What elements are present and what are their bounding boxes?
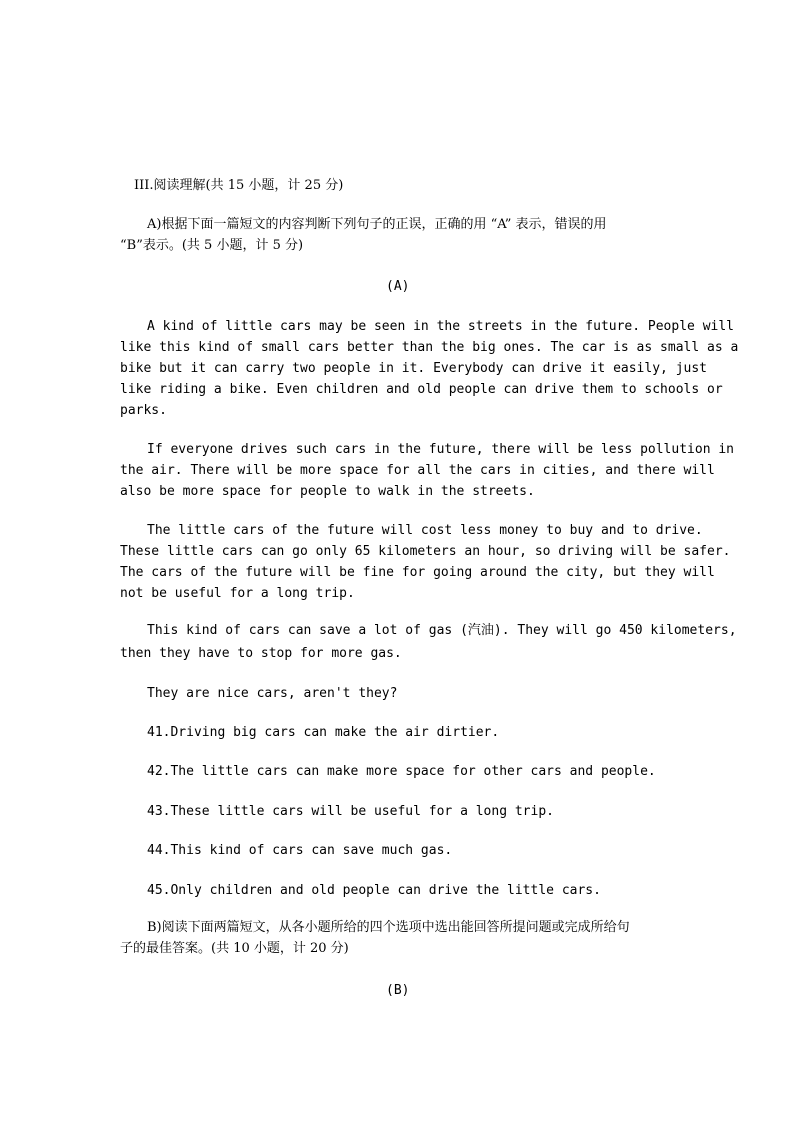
paragraph-5-line-1: They are nice cars, aren't they? bbox=[147, 686, 398, 701]
part-b-instructions-line-1: B)阅读下面两篇短文，从各小题所给的四个选项中选出能回答所提问题或完成所给句 bbox=[147, 920, 630, 935]
paragraph-1-line-4: like riding a bike. Even children and old people can drive them to schools or bbox=[120, 382, 723, 397]
question-44: 44.This kind of cars can save much gas. bbox=[147, 843, 453, 858]
paragraph-2-line-2: the air. There will be more space for all the cars in cities, and there will bbox=[120, 463, 715, 478]
paragraph-2-line-3: also be more space for people to walk in the streets. bbox=[120, 484, 535, 499]
paragraph-3-line-1: The little cars of the future will cost less money to buy and to drive. bbox=[147, 523, 703, 538]
paragraph-1-line-3: bike but it can carry two people in it. Everybody can drive it easily, just bbox=[120, 361, 707, 376]
section-heading: III.阅读理解(共 15 小题，计 25 分) bbox=[134, 178, 344, 193]
question-43: 43.These little cars will be useful for a long trip. bbox=[147, 804, 554, 819]
paragraph-4-line-1: This kind of cars can save a lot of gas (汽油). They will go 450 kilometers, bbox=[147, 623, 737, 638]
paragraph-4-line-2: then they have to stop for more gas. bbox=[120, 646, 402, 661]
paragraph-1-line-2: like this kind of small cars better than the big ones. The car is as small as a bbox=[120, 340, 739, 355]
paragraph-3-line-4: not be useful for a long trip. bbox=[120, 586, 355, 601]
paragraph-1-line-5: parks. bbox=[120, 403, 167, 418]
part-a-instructions-line-2: “B”表示。(共 5 小题，计 5 分) bbox=[120, 238, 304, 253]
passage-a-title: (A) bbox=[386, 279, 410, 294]
passage-b-title: (B) bbox=[386, 983, 410, 998]
part-b-instructions-line-2: 子的最佳答案。(共 10 小题，计 20 分) bbox=[120, 941, 349, 956]
part-a-instructions-line-1: A)根据下面一篇短文的内容判断下列句子的正误，正确的用 “A” 表示，错误的用 bbox=[147, 217, 607, 232]
paragraph-2-line-1: If everyone drives such cars in the future, there will be less pollution in bbox=[147, 442, 734, 457]
question-41: 41.Driving big cars can make the air dirtier. bbox=[147, 725, 500, 740]
question-42: 42.The little cars can make more space for other cars and people. bbox=[147, 764, 656, 779]
paragraph-3-line-2: These little cars can go only 65 kilometers an hour, so driving will be safer. bbox=[120, 544, 731, 559]
paragraph-1-line-1: A kind of little cars may be seen in the streets in the future. People will bbox=[147, 319, 734, 334]
question-45: 45.Only children and old people can drive the little cars. bbox=[147, 883, 601, 898]
paragraph-3-line-3: The cars of the future will be fine for going around the city, but they will bbox=[120, 565, 715, 580]
